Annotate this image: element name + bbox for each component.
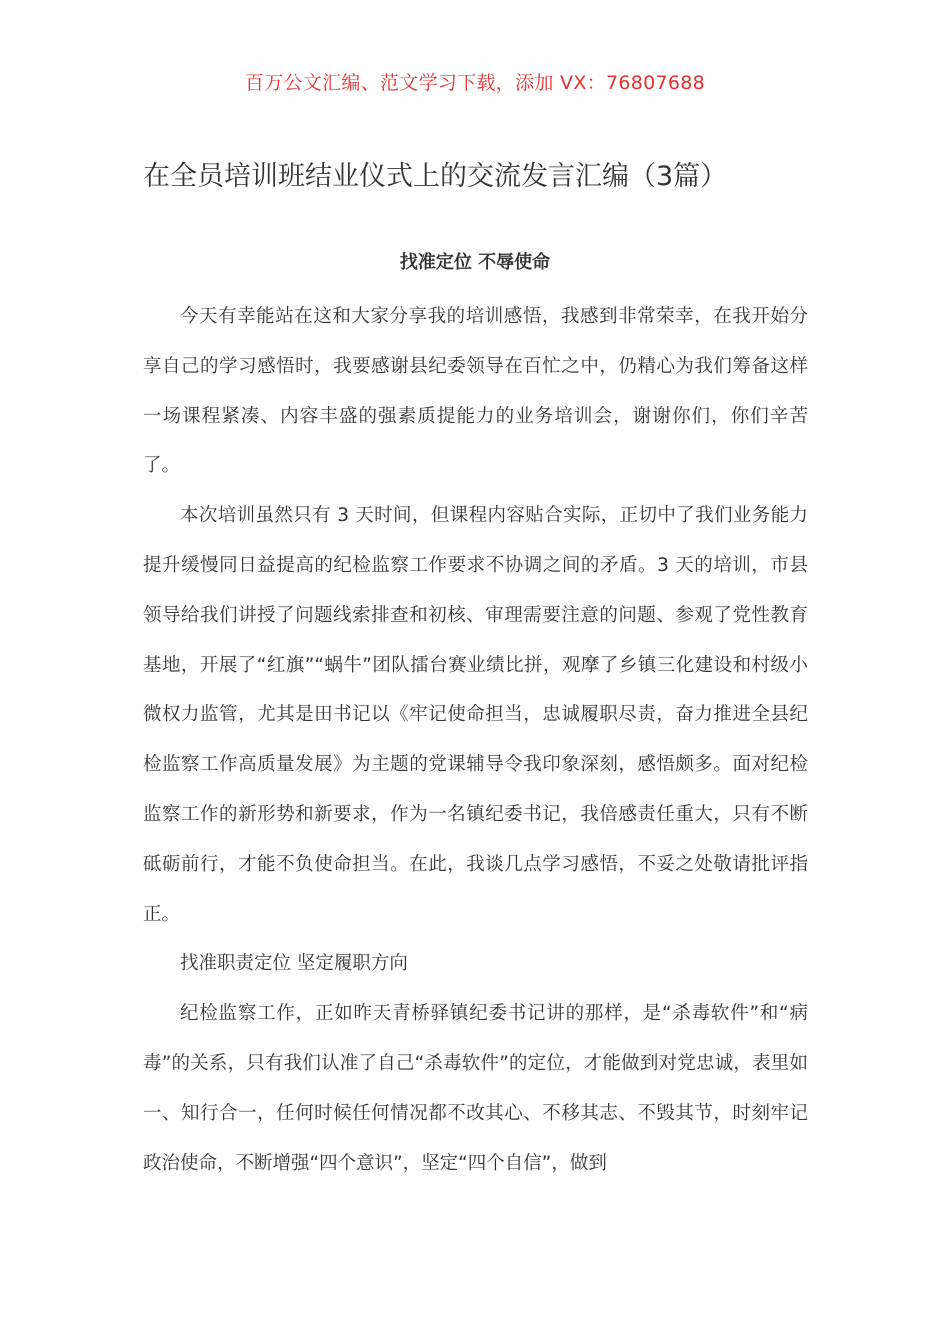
paragraph: 本次培训虽然只有 3 天时间，但课程内容贴合实际，正切中了我们业务能力提升缓慢同日益提高的纪检监察工作要求不协调之间的矛盾。3 天的培训，市县领导给我们讲授了问题线索排查和初核、审理需要注意的问题、参观了党性教育基地，开展了“红旗”“蜗牛”团队擂台赛业绩比拼，观摩了乡镇三化建设和村级小微权力监管，尤其是田书记以《牢记使命担当，忠诚履职尽责，奋力推进全县纪检监察工作高质量发展》为主题的党课辅导令我印象深刻，感悟颇多。面对纪检监察工作的新形势和新要求，作为一名镇纪委书记，我倍感责任重大，只有不断砥砺前行，才能不负使命担当。在此，我谈几点学习感悟，不妥之处敬请批评指正。 [143, 505, 808, 925]
document-subtitle: 找准定位 不辱使命 [399, 252, 551, 273]
paragraph: 纪检监察工作，正如昨天青桥驿镇纪委书记讲的那样，是“杀毒软件”和“病毒”的关系，只有我们认准了自己“杀毒软件”的定位，才能做到对党忠诚，表里如一、知行合一，任何时候任何情况都不改其心、不移其志、不毁其节，时刻牢记政治使命，不断增强“四个意识”，坚定“四个自信”，做到 [143, 1003, 808, 1174]
document-title: 在全员培训班结业仪式上的交流发言汇编（3篇） [143, 161, 728, 192]
paragraph: 今天有幸能站在这和大家分享我的培训感悟，我感到非常荣幸，在我开始分享自己的学习感悟时，我要感谢县纪委领导在百忙之中，仍精心为我们筹备这样一场课程紧凑、内容丰盛的强素质提能力的业务培训会，谢谢你们，你们辛苦了。 [143, 306, 808, 477]
document-body [143, 292, 808, 1188]
promo-banner: 百万公文汇编、范文学习下载，添加 VX：76807688 [244, 72, 706, 94]
section-heading: 找准职责定位 坚定履职方向 [180, 953, 408, 975]
